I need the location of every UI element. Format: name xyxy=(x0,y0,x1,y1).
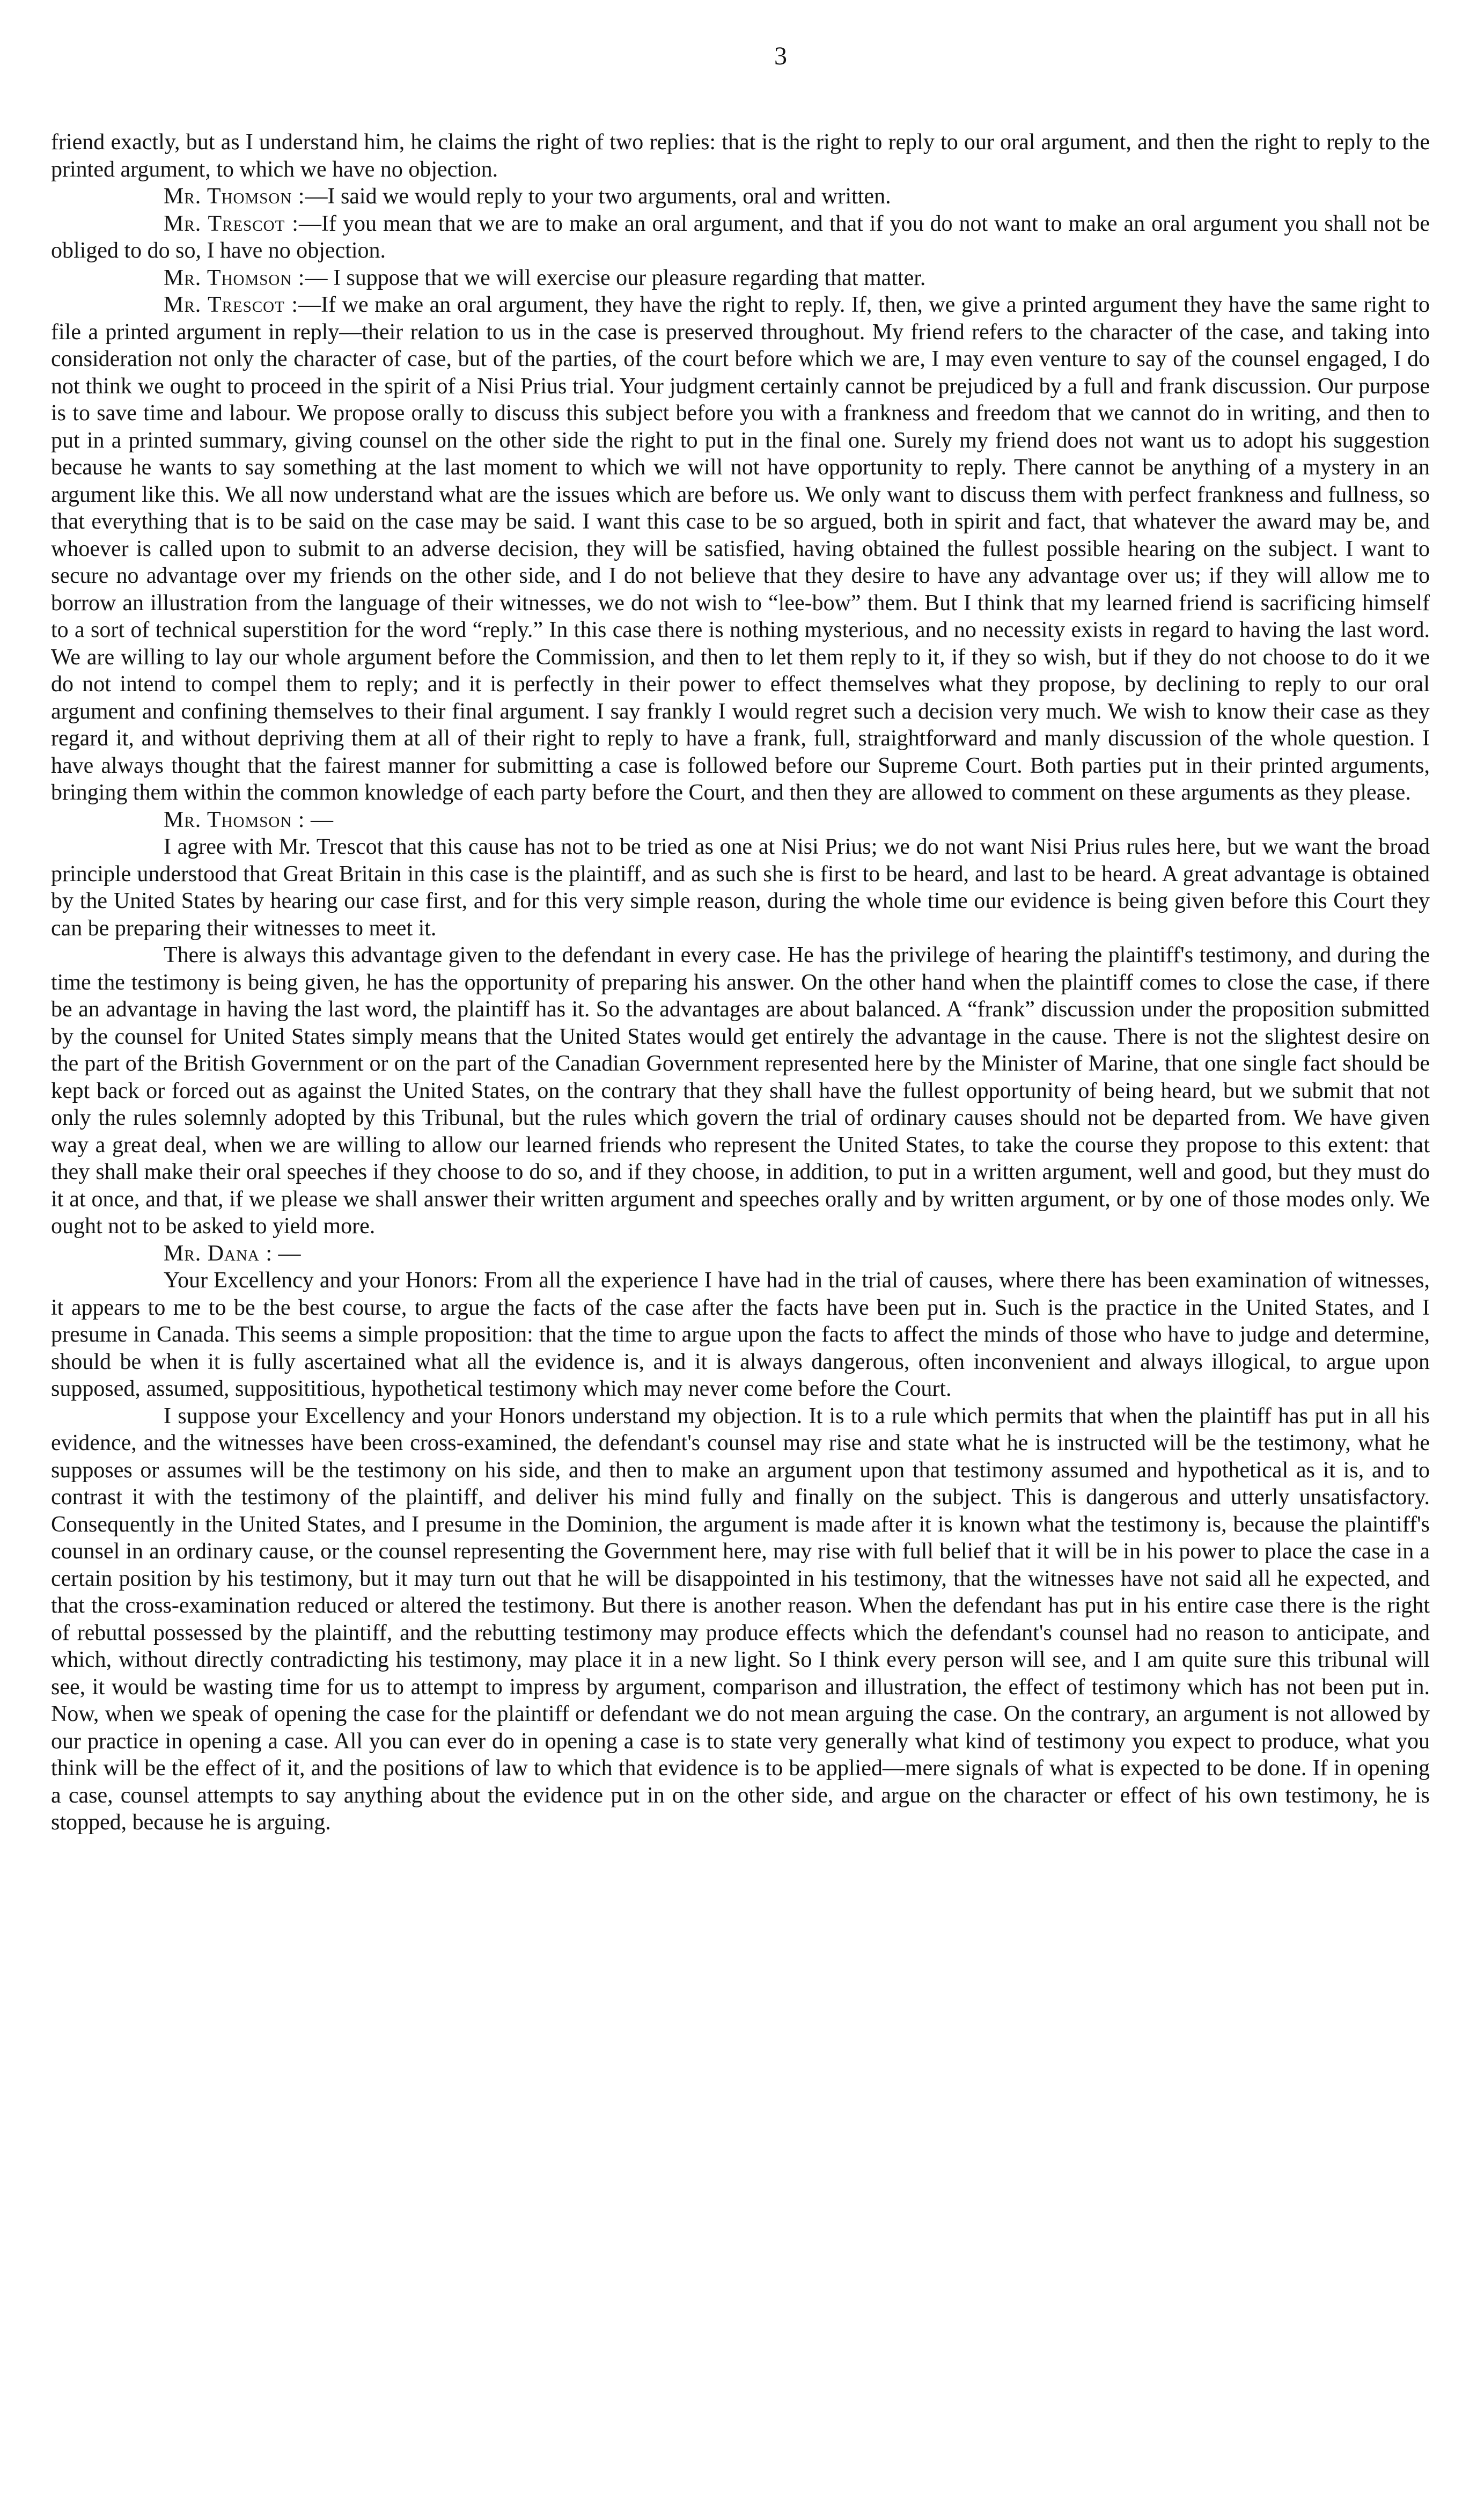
speaker-heading-dana xyxy=(51,1240,1430,1268)
paragraph-trescot-1 xyxy=(51,210,1430,265)
paragraph-trescot-2 xyxy=(51,291,1430,807)
paragraph-continuation xyxy=(51,129,1430,183)
page-number: 3 xyxy=(774,42,787,70)
paragraph-text: Your Excellency and your Honors: From all the experience I have had in the trial of causes, where there has been examination of witnesses, it appears to me to be the best course, to argue the facts of the case after the facts have been put in. Such is the practice in the United States, and I presume in Canada. This seems a simple proposition: that the time to argue upon the facts to affect the minds of those who have to judge and determine, should be when it is fully ascertained what all the evidence is, and it is always dangerous, often inconvenient and always illogical, to argue upon supposed, assumed, supposititious, hypothetical testimony which may never come before the Court. xyxy=(51,1268,1430,1401)
paragraph-thomson-2 xyxy=(51,265,1430,292)
paragraph-thomson-1 xyxy=(51,183,1430,210)
paragraph-text: I suppose your Excellency and your Honors understand my objection. It is to a rule which permits that when the plaintiff has put in all his evidence, and the witnesses have been cross-examined, the defendant's counsel may rise and state what he is instructed will be the testimony, what he supposes or assumes will be the testimony on his side, and then to make an argument upon that testimony assumed and hypothetical as it is, and to contrast it with the testimony of the plaintiff, and deliver his mind fully and finally on the subject. This is dangerous and utterly unsatisfactory. Consequently in the United States, and I presume in the Dominion, the argument is made after it is known what the testimony is, because the plaintiff's counsel in an ordinary cause, or the counsel representing the Government here, may rise with full belief that it will be in his power to place the case in a certain position by his testimony, but it may turn out that he will be disappointed in his testimony, that the witnesses have not said all he expected, and that the cross-examination reduced or altered the testimony. But there is another reason. When the defendant has put in his entire case there is the right of rebuttal possessed by the plaintiff, and the rebutting testimony may produce effects which the defendant's counsel had no reason to anticipate, and which, without directly contradicting his testimony, may place it in a new light. So I think every person will see, and I am quite sure this tribunal will see, it would be wasting time for us to attempt to impress by argument, comparison and illustration, the effect of testimony which has not been put in. Now, when we speak of opening the case for the plaintiff or defendant we do not mean arguing the case. On the contrary, an argument is not allowed by our practice in opening a case. All you can ever do in opening a case is to state very generally what kind of testimony you expect to produce, what you think will be the effect of it, and the positions of law to which that evidence is to be applied—mere signals of what is expected to be done. If in opening a case, counsel attempts to say anything about the evidence put in on the other side, and argue on the character or effect of his own testimony, he is stopped, because he is arguing. xyxy=(51,1403,1430,1835)
speaker-name: Mr. Thomson : xyxy=(164,184,305,209)
paragraph-text: —If we make an oral argument, they have the right to reply. If, then, we give a printed argument they have the same right to file a printed argument in reply—their relation to us in the case is preserved throughout. My friend refers to the character of the case, and taking into consideration not only the character of case, but of the parties, of the court before which we are, I may even venture to say of the counsel engaged, I do not think we ought to proceed in the spirit of a Nisi Prius trial. Your judgment certainly cannot be prejudiced by a full and frank discussion. Our purpose is to save time and labour. We propose orally to discuss this subject before you with a frankness and freedom that we cannot do in writing, and then to put in a printed summary, giving counsel on the other side the right to put in the final one. Surely my friend does not want us to adopt his suggestion because he wants to say something at the last moment to which we will not have opportunity to reply. There cannot be anything of a mystery in an argument like this. We all now understand what are the issues which are before us. We only want to discuss them with perfect frankness and fullness, so that everything that is to be said on the case may be said. I want this case to be so argued, both in spirit and fact, that whatever the award may be, and whoever is called upon to submit to an adverse decision, they will be satisfied, having obtained the fullest possible hearing on the subject. I want to secure no advantage over my friends on the other side, and I do not believe that they desire to have any advantage over us; if they will allow me to borrow an illustration from the language of their witnesses, we do not wish to “lee-bow” them. But I think that my learned friend is sacrificing himself to a sort of technical superstition for the word “reply.” In this case there is nothing mysterious, and no necessity exists in regard to having the last word. We are willing to lay our whole argument before the Commission, and then to let them reply to it, if they so wish, but if they do not choose to do it we do not intend to compel them to reply; and it is perfectly in their power to effect themselves what they propose, by declining to reply to our oral argument and confining themselves to their final argument. I say frankly I would regret such a decision very much. We wish to know their case as they regard it, and without depriving them at all of their right to reply to have a frank, full, straightforward and manly discussion of the whole question. I have always thought that the fairest manner for submitting a case is followed before our Supreme Court. Both parties put in their printed arguments, bringing them within the common knowledge of each party before the Court, and then they are allowed to comment on these arguments as they please. xyxy=(51,292,1430,805)
speaker-name: Mr. Trescot : xyxy=(164,211,299,236)
paragraph-text: There is always this advantage given to the defendant in every case. He has the privilege of hearing the plaintiff's testimony, and during the time the testimony is being given, he has the opportunity of preparing his answer. On the other hand when the plaintiff comes to close the case, if there be an advantage in having the last word, the plaintiff has it. So the advantages are about balanced. A “frank” discussion under the proposition submitted by the counsel for United States simply means that the United States would get entirely the advantage in the cause. There is not the slightest desire on the part of the British Government or on the part of the Canadian Government represented here by the Minister of Marine, that one single fact should be kept back or forced out as against the United States, on the contrary that they shall have the fullest opportunity of being heard, but we submit that not only the rules solemnly adopted by this Tribunal, but the rules which govern the trial of ordinary causes should not be departed from. We have given way a great deal, when we are willing to allow our learned friends who represent the United States, to take the course they propose to this extent: that they shall make their oral speeches if they choose to do so, and if they choose, in addition, to put in a written argument, well and good, but they must do it at once, and that, if we please we shall answer their written argument and speeches orally and by written argument, or by one of those modes only. We ought not to be asked to yield more. xyxy=(51,943,1430,1239)
speaker-name: Mr. Thomson : xyxy=(164,265,305,290)
paragraph-text: —If you mean that we are to make an oral argument, and that if you do not want to make an oral argument you shall not be obliged to do so, I have no objection. xyxy=(51,211,1430,263)
paragraph-text: I agree with Mr. Trescot that this cause has not to be tried as one at Nisi Prius; we do not want Nisi Prius rules here, but we want the broad principle understood that Great Britain in this case is the plaintiff, and as such she is first to be heard, and last to be heard. A great advantage is obtained by the United States by hearing our case first, and for this very simple reason, during the whole time our evidence is being given before this Court they can be preparing their witnesses to meet it. xyxy=(51,834,1430,941)
paragraph-text: friend exactly, but as I understand him, he claims the right of two replies: that is the right to reply to our oral argument, and then the right to reply to the printed argument, to which we have no objection. xyxy=(51,130,1430,182)
paragraph-thomson-4 xyxy=(51,942,1430,1240)
speaker-name: Mr. Dana : xyxy=(164,1241,273,1266)
paragraph-thomson-3 xyxy=(51,833,1430,942)
speaker-heading-thomson xyxy=(51,807,1430,834)
paragraph-dana-1 xyxy=(51,1267,1430,1403)
paragraph-dana-2 xyxy=(51,1403,1430,1836)
document-page xyxy=(51,40,1430,2487)
paragraph-text: —I said we would reply to your two arguments, oral and written. xyxy=(305,184,891,209)
speaker-name: Mr. Thomson : xyxy=(164,807,305,832)
speaker-dash: — xyxy=(305,807,333,832)
paragraph-text: — I suppose that we will exercise our pleasure regarding that matter. xyxy=(305,265,926,290)
speaker-name: Mr. Trescot : xyxy=(164,292,299,317)
speaker-dash: — xyxy=(273,1241,301,1266)
